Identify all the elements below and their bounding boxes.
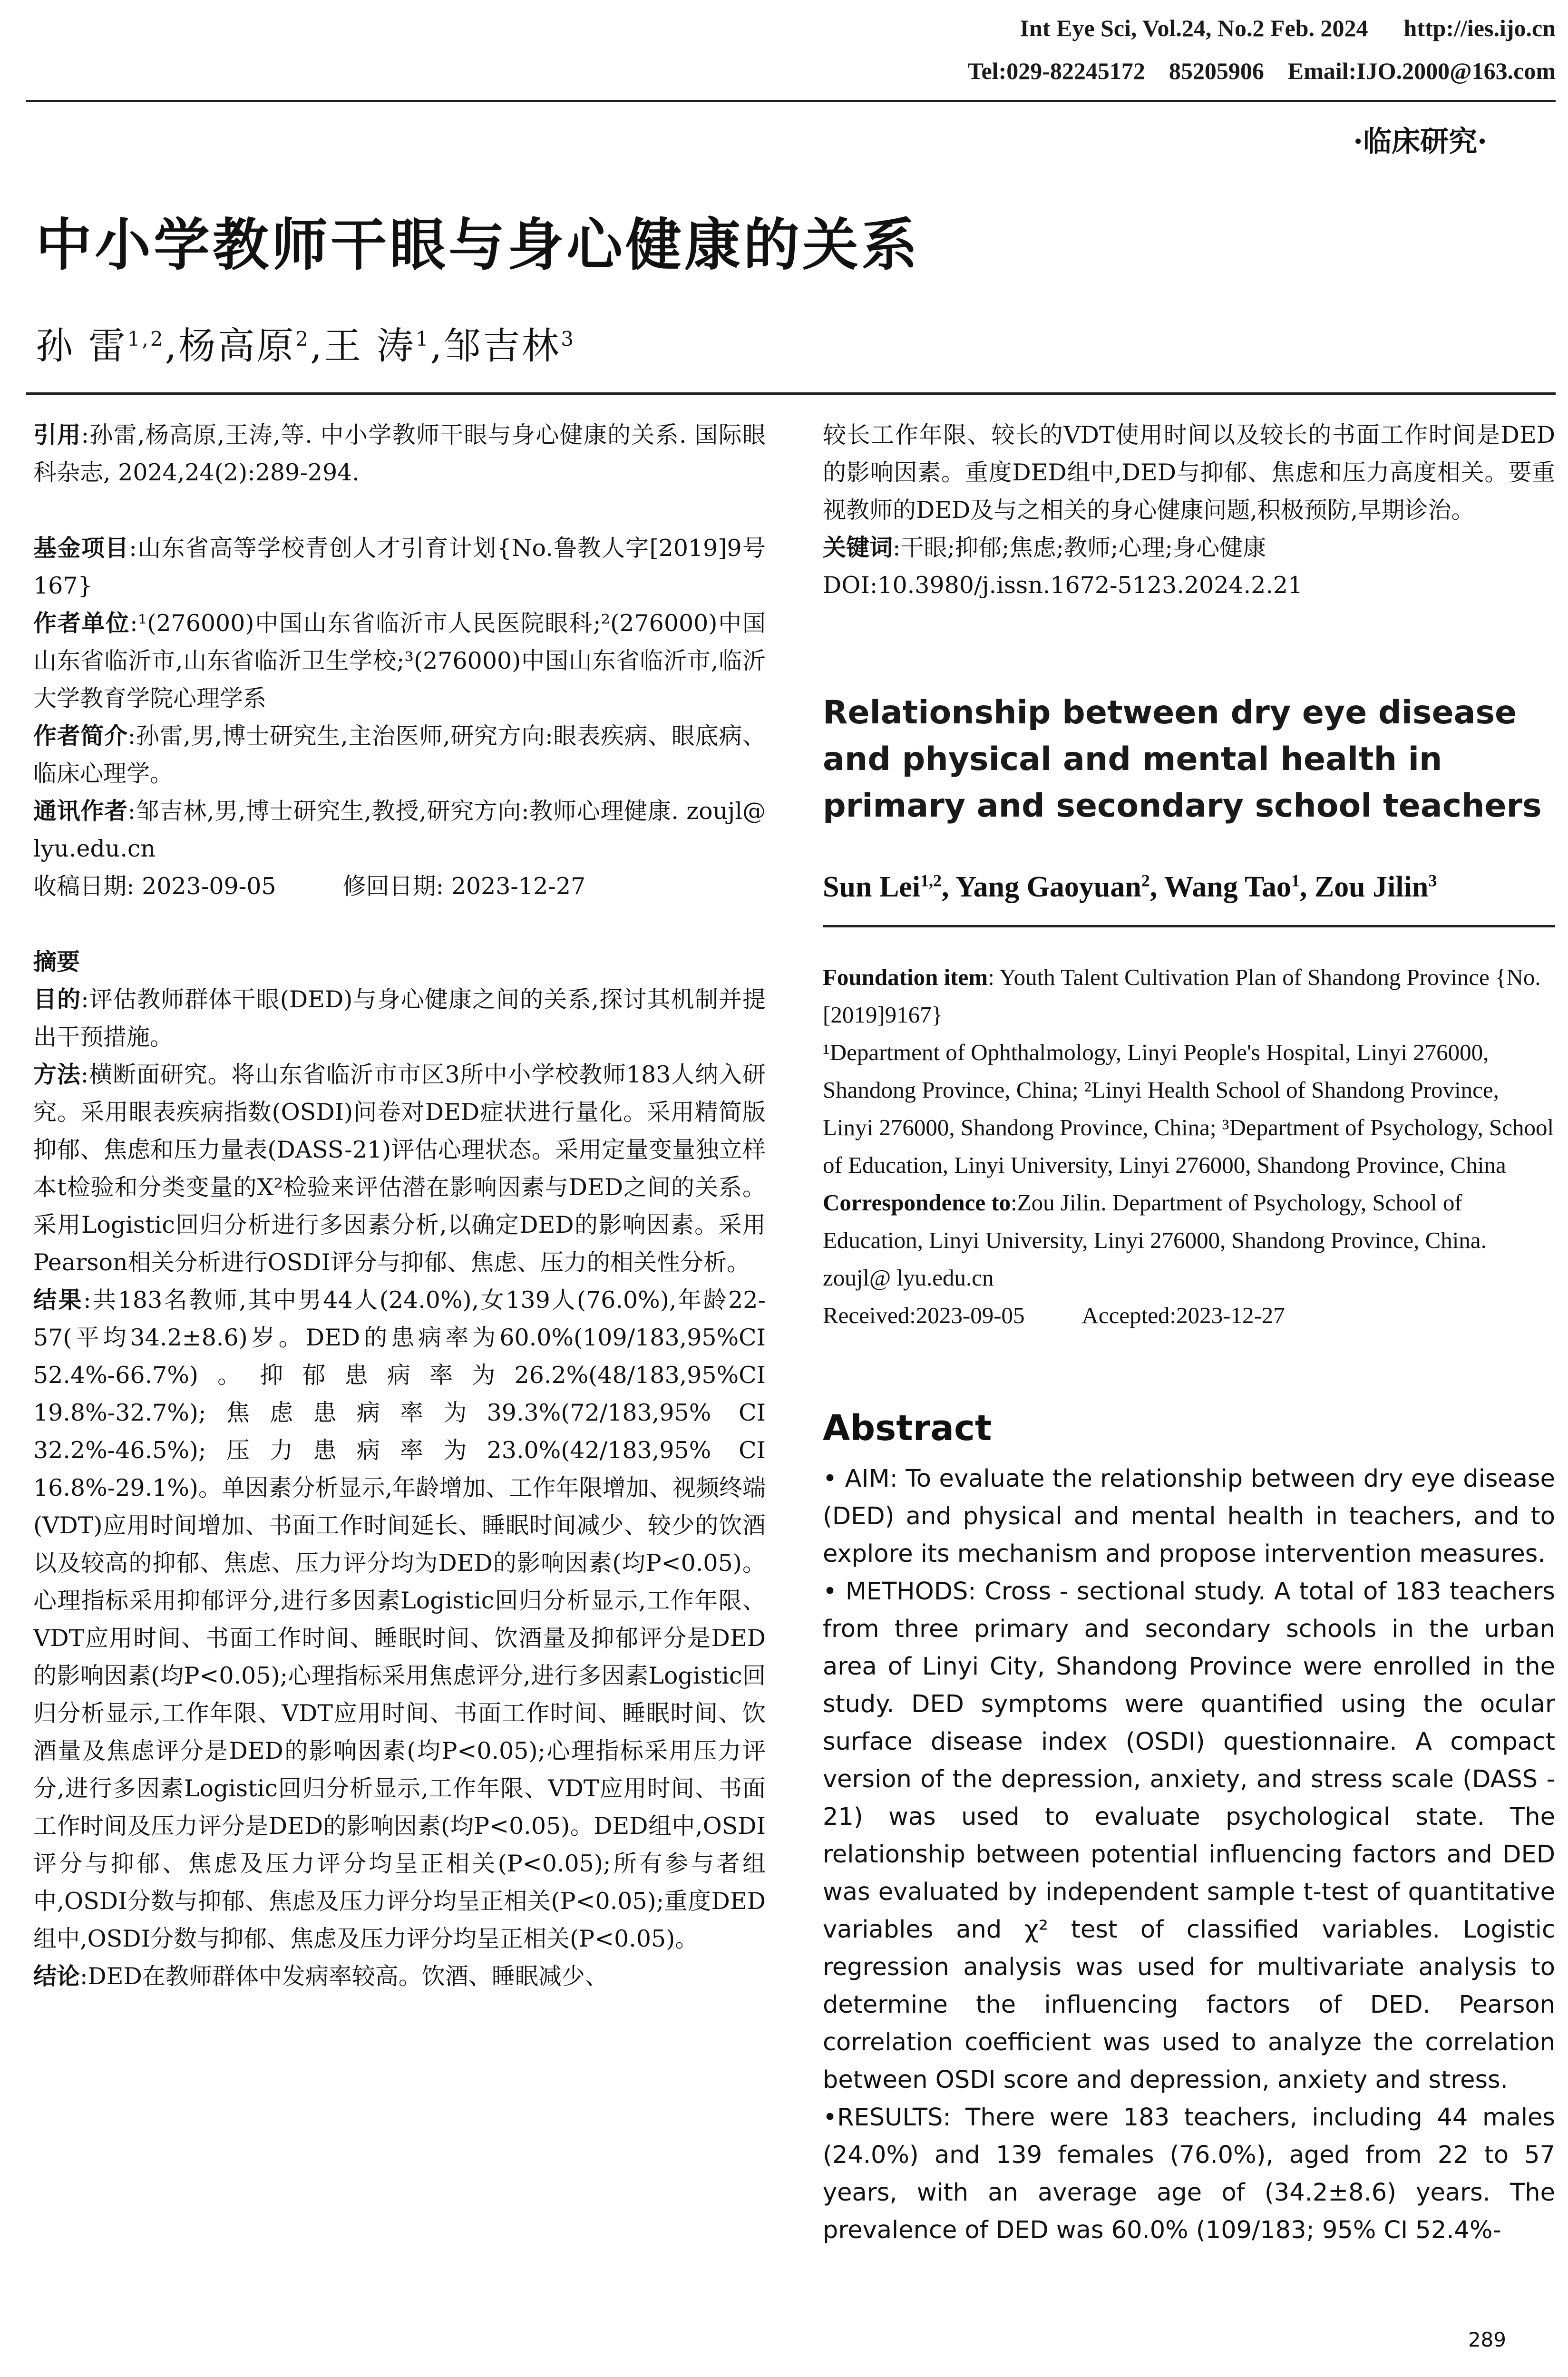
page-number: 289 <box>1468 2328 1506 2351</box>
running-header-contact: Tel:029-82245172 85205906 Email:IJO.2000@163.com <box>967 58 1556 84</box>
author-affil-sup: 2 <box>295 327 311 351</box>
abstract-results-en: •RESULTS: There were 183 teachers, including 44 males (24.0%) and 139 females (76.0%), aged from 22 to 57 years, with an average age of (34.2±8.6) years. The prevalence of DED was 60.0% (109/183; 95% CI 52.4%- <box>823 2104 1555 2244</box>
abstract-heading-en: Abstract <box>823 1408 992 1449</box>
methods-label: 方法 <box>33 1061 81 1088</box>
keywords-block <box>823 529 1555 566</box>
revised-date: 修回日期: 2023-12-27 <box>342 873 586 900</box>
abstract-en-body <box>823 1460 1555 2249</box>
aim-text: :评估教师群体干眼(DED)与身心健康之间的关系,探讨其机制并提出干预措施。 <box>33 986 766 1051</box>
title-rule <box>26 392 1556 395</box>
bio-label: 作者简介 <box>33 722 128 750</box>
article-title-cn: 中小学教师干眼与身心健康的关系 <box>36 212 921 278</box>
conclusion-text: :DED在教师群体中发病率较高。饮酒、睡眠减少、 <box>80 1963 608 1990</box>
results-block <box>33 1281 766 1958</box>
author-name-en: Yang Gaoyuan <box>955 871 1141 903</box>
fund-label: 基金项目 <box>33 535 129 562</box>
affiliation-label: 作者单位 <box>33 610 130 637</box>
methods-text: :横断面研究。将山东省临沂市市区3所中小学校教师183人纳入研究。采用眼表疾病指数(OSDI)问卷对DED症状进行量化。采用精简版抑郁、焦虑和压力量表(DASS-21)评估心理状态。采用定量变量独立样本t检验和分类变量的X²检验来评估潜在影响因素与DED之间的关系。采用Logistic回归分析进行多因素分析,以确定DED的影响因素。采用Pearson相关分析进行OSDI评分与抑郁、焦虑、压力的相关性分析。 <box>33 1061 766 1276</box>
running-header-journal: Int Eye Sci, Vol.24, No.2 Feb. 2024 http://ies.ijo.cn <box>1020 15 1556 41</box>
author-name: 杨高原 <box>178 325 296 368</box>
author-name: 孙 雷 <box>36 325 127 368</box>
article-title-en: Relationship between dry eye disease and physical and mental health in primary and secondary school teachers <box>823 694 1542 825</box>
keywords-label: 关键词 <box>823 534 893 561</box>
received-en: Received:2023-09-05 <box>823 1302 1025 1328</box>
bio-block <box>33 717 766 792</box>
author-name-en: Zou Jilin <box>1314 871 1429 903</box>
author-name: 王 涛 <box>323 325 416 368</box>
left-column <box>33 416 766 1995</box>
author-affil-sup: 1,2 <box>127 327 165 351</box>
abstract-heading-cn: 摘要 <box>33 948 80 975</box>
correspondence-block <box>33 792 766 867</box>
keywords-text: :干眼;抑郁;焦虑;教师;心理;身心健康 <box>893 534 1266 561</box>
affiliation-text: :¹(276000)中国山东省临沂市人民医院眼科;²(276000)中国山东省临沂市,山东省临沂卫生学校;³(276000)中国山东省临沂市,临沂大学教育学院心理学系 <box>33 610 766 712</box>
received-date: 收稿日期: 2023-09-05 <box>33 873 276 900</box>
conclusion-block <box>33 1958 766 1995</box>
dates-line <box>33 867 766 905</box>
abstract-aim-en: • AIM: To evaluate the relationship between dry eye disease (DED) and physical and mental health in teachers, and to explore its mechanism and propose intervention measures. <box>823 1465 1555 1568</box>
author-affil-sup: 1,2 <box>920 871 942 890</box>
correspondence-en-text: :Zou Jilin. Department of Psychology, School of Education, Linyi University, Linyi 276000, Shandong Province, China. zoujl@ lyu.edu.cn <box>823 1189 1487 1291</box>
citation-block <box>33 416 766 491</box>
author-affil-sup: 1 <box>415 327 430 351</box>
section-tag: ·临床研究· <box>1353 125 1487 158</box>
correspondence-en-block <box>823 1184 1555 1296</box>
results-label: 结果 <box>33 1286 84 1314</box>
author-name-en: Sun Lei <box>823 871 921 903</box>
fund-block <box>33 529 766 604</box>
author-affil-sup: 1 <box>1291 871 1300 890</box>
foundation-label: Foundation item <box>823 964 988 990</box>
authors-cn: 孙 雷$^{1,2}$,杨高原$^2$,王 涛$^1$,邹吉林$^3$ <box>36 325 576 368</box>
author-affil-sup: 3 <box>561 327 576 351</box>
conclusion-continued: 较长工作年限、较长的VDT使用时间以及较长的书面工作时间是DED的影响因素。重度DED组中,DED与抑郁、焦虑和压力高度相关。要重视教师的DED及与之相关的身心健康问题,积极预防,早期诊治。 <box>823 421 1555 524</box>
conclusion-label: 结论 <box>33 1963 80 1990</box>
fund-text: :山东省高等学校青创人才引育计划{No.鲁教人字[2019]9号167} <box>33 535 766 599</box>
affiliation-en: ¹Department of Ophthalmology, Linyi People's Hospital, Linyi 276000, Shandong Province, China; ²Linyi Health School of Shandong Province, Linyi 276000, Shandong Province, China; ³Department of Psychology, School of Education, Linyi University, Linyi 276000, Shandong Province, China <box>823 1039 1554 1178</box>
correspondence-label: 通讯作者 <box>33 798 128 825</box>
correspondence-en-label: Correspondence to <box>823 1189 1011 1216</box>
doi: DOI:10.3980/j.issn.1672-5123.2024.2.21 <box>823 572 1303 599</box>
authors-en: Sun Lei$^{1,2}$, Yang Gaoyuan$^2$, Wang Tao$^1$, Zou Jilin$^3$ <box>823 871 1437 903</box>
author-name-en: Wang Tao <box>1164 871 1291 903</box>
abstract-methods-en: • METHODS: Cross - sectional study. A total of 183 teachers from three primary and secondary schools in the urban area of Linyi City, Shandong Province were enrolled in the study. DED symptoms were quantified using the ocular surface disease index (OSDI) questionnaire. A compact version of the depression, anxiety, and stress scale (DASS - 21) was used to evaluate psychological state. The relationship between potential influencing factors and DED was evaluated by independent sample t-test of quantitative variables and χ² test of classified variables. Logistic regression analysis was used for multivariate analysis to determine the influencing factors of DED. Pearson correlation coefficient was used to analyze the correlation between OSDI score and depression, anxiety and stress. <box>823 1578 1555 2094</box>
authors-en-rule <box>823 925 1555 927</box>
dates-en-line <box>823 1296 1555 1334</box>
author-name: 邹吉林 <box>444 325 561 368</box>
right-column-cn <box>823 416 1555 604</box>
correspondence-text: :邹吉林,男,博士研究生,教授,研究方向:教师心理健康. zoujl@ lyu.edu.cn <box>33 798 766 862</box>
accepted-en: Accepted:2023-12-27 <box>1081 1302 1285 1328</box>
citation-label: 引用 <box>33 421 81 448</box>
results-text: :共183名教师,其中男44人(24.0%),女139人(76.0%),年龄22-57(平均34.2±8.6)岁。DED的患病率为60.0%(109/183,95%CI 52.4%-66.7%)。抑郁患病率为26.2%(48/183,95%CI 19.8%-32.7%);焦虑患病率为39.3%(72/183,95% CI 32.2%-46.5%);压力患病率为23.0%(42/183,95% CI 16.8%-29.1%)。单因素分析显示,年龄增加、工作年限增加、视频终端(VDT)应用时间增加、书面工作时间延长、睡眠时间减少、较少的饮酒以及较高的抑郁、焦虑、压力评分均为DED的影响因素(均P<0.05)。心理指标采用抑郁评分,进行多因素Logistic回归分析显示,工作年限、VDT应用时间、书面工作时间、睡眠时间、饮酒量及抑郁评分是DED的影响因素(均P<0.05);心理指标采用焦虑评分,进行多因素Logistic回归分析显示,工作年限、VDT应用时间、书面工作时间、睡眠时间、饮酒量及焦虑评分是DED的影响因素(均P<0.05);心理指标采用压力评分,进行多因素Logistic回归分析显示,工作年限、VDT应用时间、书面工作时间及压力评分是DED的影响因素(均P<0.05)。DED组中,OSDI评分与抑郁、焦虑及压力评分均呈正相关(P<0.05);所有参与者组中,OSDI分数与抑郁、焦虑及压力评分均呈正相关(P<0.05);重度DED组中,OSDI分数与抑郁、焦虑及压力评分均呈正相关(P<0.05)。 <box>33 1286 766 1952</box>
affiliation-block <box>33 604 766 717</box>
foundation-text: : Youth Talent Cultivation Plan of Shandong Province {No.[2019]9167} <box>823 964 1541 1028</box>
foundation-block <box>823 958 1555 1033</box>
right-column-en-frontmatter <box>823 958 1555 1334</box>
author-affil-sup: 2 <box>1141 871 1150 890</box>
methods-block <box>33 1056 766 1281</box>
header-rule <box>26 100 1556 102</box>
aim-block <box>33 981 766 1056</box>
bio-text: :孙雷,男,博士研究生,主治医师,研究方向:眼表疾病、眼底病、临床心理学。 <box>33 722 766 787</box>
citation-text: :孙雷,杨高原,王涛,等. 中小学教师干眼与身心健康的关系. 国际眼科杂志, 2024,24(2):289-294. <box>33 421 766 486</box>
author-affil-sup: 3 <box>1428 871 1437 890</box>
aim-label: 目的 <box>33 986 81 1013</box>
